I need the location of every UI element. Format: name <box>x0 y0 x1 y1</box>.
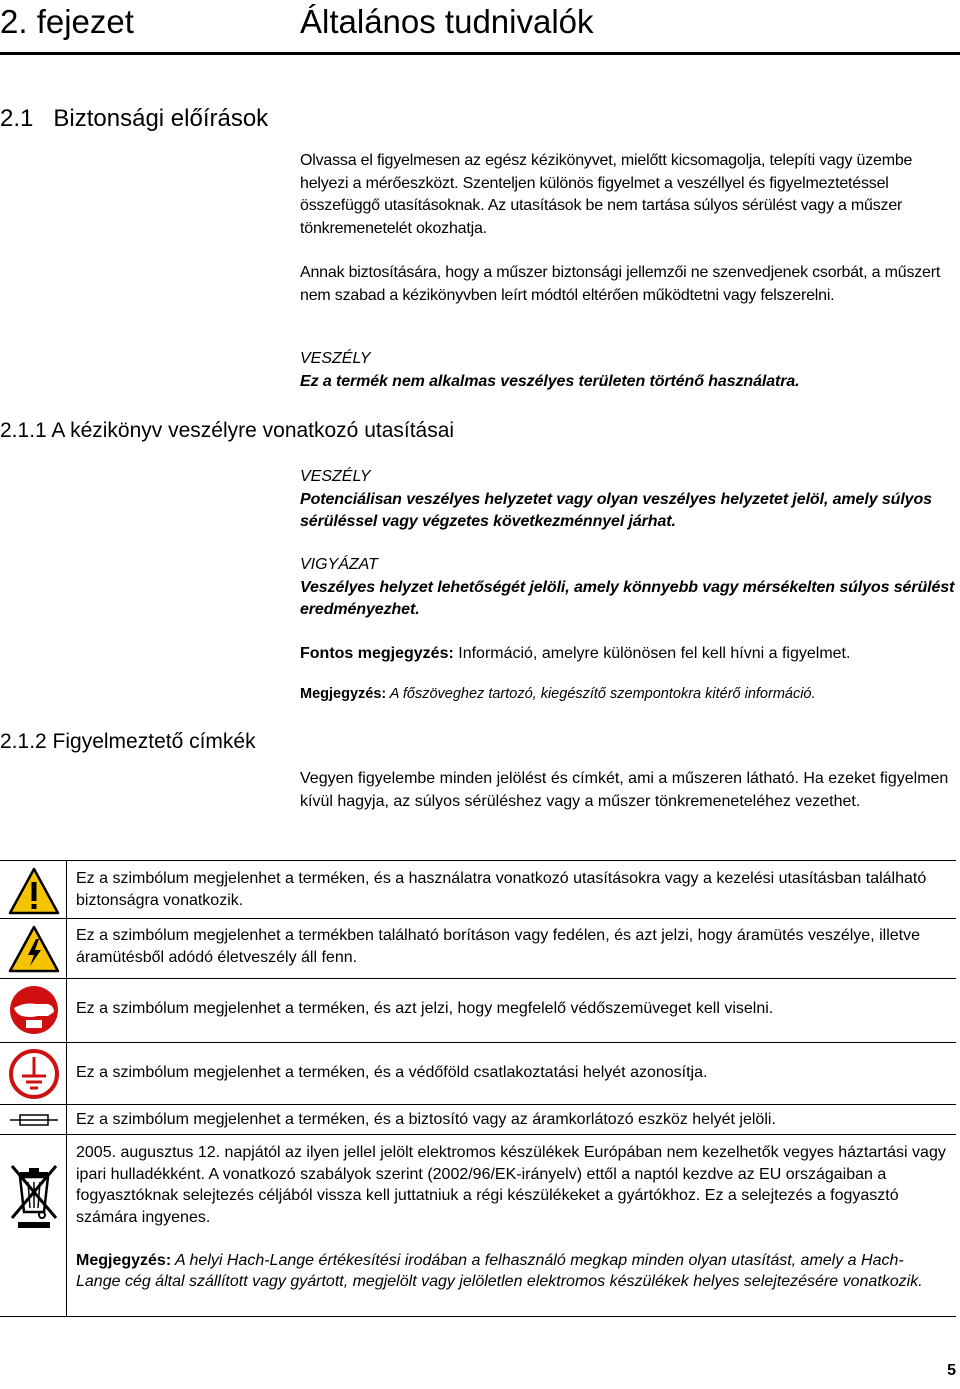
chapter-title: Általános tudnivalók <box>300 3 594 40</box>
table-bottom-rule <box>0 1316 956 1317</box>
labels-paragraph: Vegyen figyelembe minden jelölést és címkét, ami a műszeren látható. Ha ezeket figyelmen kívül hagyja, az súlyos sérüléshez vagy a műszer tönkremeneteléhez vezethet. <box>300 770 949 810</box>
section-heading <box>0 104 268 134</box>
important-note-text: Információ, amelyre különösen fel kell hívni a figyelmet. <box>453 645 851 662</box>
caution-definition-block <box>300 554 955 622</box>
caution-def-text: Veszélyes helyzet lehetőségét jelöli, amely könnyebb vagy mérsékelten súlyos sérülést eredményezhet. <box>300 578 955 618</box>
symbol-text: Ez a szimbólum megjelenhet a terméken, és a használatra vonatkozó utasításokra vagy a kezelési utasításban található biztonságra vonatkozik. <box>76 870 927 909</box>
symbol-row <box>0 1104 956 1134</box>
page-number: 5 <box>947 1362 956 1379</box>
subsection-2-title: 2.1.2 Figyelmeztető címkék <box>0 730 256 753</box>
symbol-text: Ez a szimbólum megjelenhet a terméken, és a biztosító vagy az áramkorlátozó eszköz helyét jelöli. <box>76 1111 776 1128</box>
weee-crossed-bin-icon <box>8 1164 60 1235</box>
general-note-text: A főszöveghez tartozó, kiegészítő szempontokra kitérő információ. <box>386 686 816 702</box>
symbol-text: Ez a szimbólum megjelenhet a termékben található borításon vagy fedélen, és azt jelzi, hogy áramütés veszélye, illetve áramütésből adódó életveszély áll fenn. <box>76 927 920 966</box>
weee-text: 2005. augusztus 12. napjától az ilyen jellel jelölt elektromos készülékek Európában nem kezelhetők vegyes háztartási vagy ipari hulladékként. A vonatkozó szabályok szerint (2002/96/EK-irányelv) ettől a naptól kezdve az EU országaiban a fogyasztóknak selejtezés céljából vissza kell juttatniuk a régi készülékeket a gyártókhoz. Ez a selejtezés a fogyasztó számára ingyenes. <box>76 1144 946 1226</box>
intro-paragraph-1: Olvassa el figyelmesen az egész kézikönyvet, mielőtt kicsomagolja, telepíti vagy üzembe helyezi a mérőeszközt. Szenteljen különös figyelmet a veszéllyel és figyelmeztetéssel összefüggő utasításoknak. Az utasítások be nem tartása súlyos sérülést vagy a műszer tönkremenetelét okozhatja. <box>300 152 913 237</box>
subsection-1-title: 2.1.1 A kézikönyv veszélyre vonatkozó utasításai <box>0 419 455 442</box>
danger-text: Ez a termék nem alkalmas veszélyes területen történő használatra. <box>300 372 800 390</box>
electric-shock-icon <box>8 924 60 979</box>
intro-paragraph-2: Annak biztosítására, hogy a műszer biztonsági jellemzői ne szenvedjenek csorbát, a műszert nem szabad a kézikönyvben leírt módtól eltérően működtetni vagy felszerelni. <box>300 264 941 304</box>
section-title: Biztonsági előírások <box>53 105 269 132</box>
symbol-row <box>0 1134 956 1316</box>
general-note-label: Megjegyzés: <box>300 686 387 702</box>
protective-earth-icon <box>8 1048 60 1105</box>
caution-def-label: VIGYÁZAT <box>300 556 378 573</box>
symbol-text: Ez a szimbólum megjelenhet a terméken, és azt jelzi, hogy megfelelő védőszemüveget kell viselni. <box>76 1000 774 1017</box>
fuse-icon <box>8 1113 60 1132</box>
eye-protection-icon <box>8 984 60 1041</box>
danger-def-text: Potenciálisan veszélyes helyzetet vagy olyan veszélyes helyzetet jelöl, amely súlyos sérüléssel vagy végzetes következménnyel járhat. <box>300 490 932 530</box>
intro-danger-block <box>300 348 955 393</box>
important-note <box>300 643 955 666</box>
danger-def-label: VESZÉLY <box>300 468 371 485</box>
weee-note-label: Megjegyzés: <box>76 1252 172 1269</box>
danger-label: VESZÉLY <box>300 350 371 367</box>
symbol-row <box>0 1042 956 1104</box>
general-note <box>300 684 955 704</box>
weee-note-text: A helyi Hach-Lange értékesítési irodában a felhasználó megkap minden olyan utasítást, amely a Hach-Lange cég által szállított vagy gyártott, megjelölt vagy jelöletlen elektromos készülékek helyes selejtezésére vonatkozik. <box>76 1252 923 1290</box>
weee-note <box>76 1251 946 1292</box>
section-number: 2.1 <box>0 105 34 132</box>
important-note-label: Fontos megjegyzés: <box>300 645 454 662</box>
warning-triangle-icon <box>8 866 60 921</box>
symbol-row <box>0 918 956 978</box>
symbol-text: Ez a szimbólum megjelenhet a terméken, és a védőföld csatlakoztatási helyét azonosítja. <box>76 1064 708 1081</box>
danger-definition-block <box>300 466 955 534</box>
chapter-rule <box>0 52 960 55</box>
chapter-number: 2. fejezet <box>0 3 134 40</box>
symbol-row <box>0 978 956 1042</box>
symbol-row <box>0 860 956 918</box>
